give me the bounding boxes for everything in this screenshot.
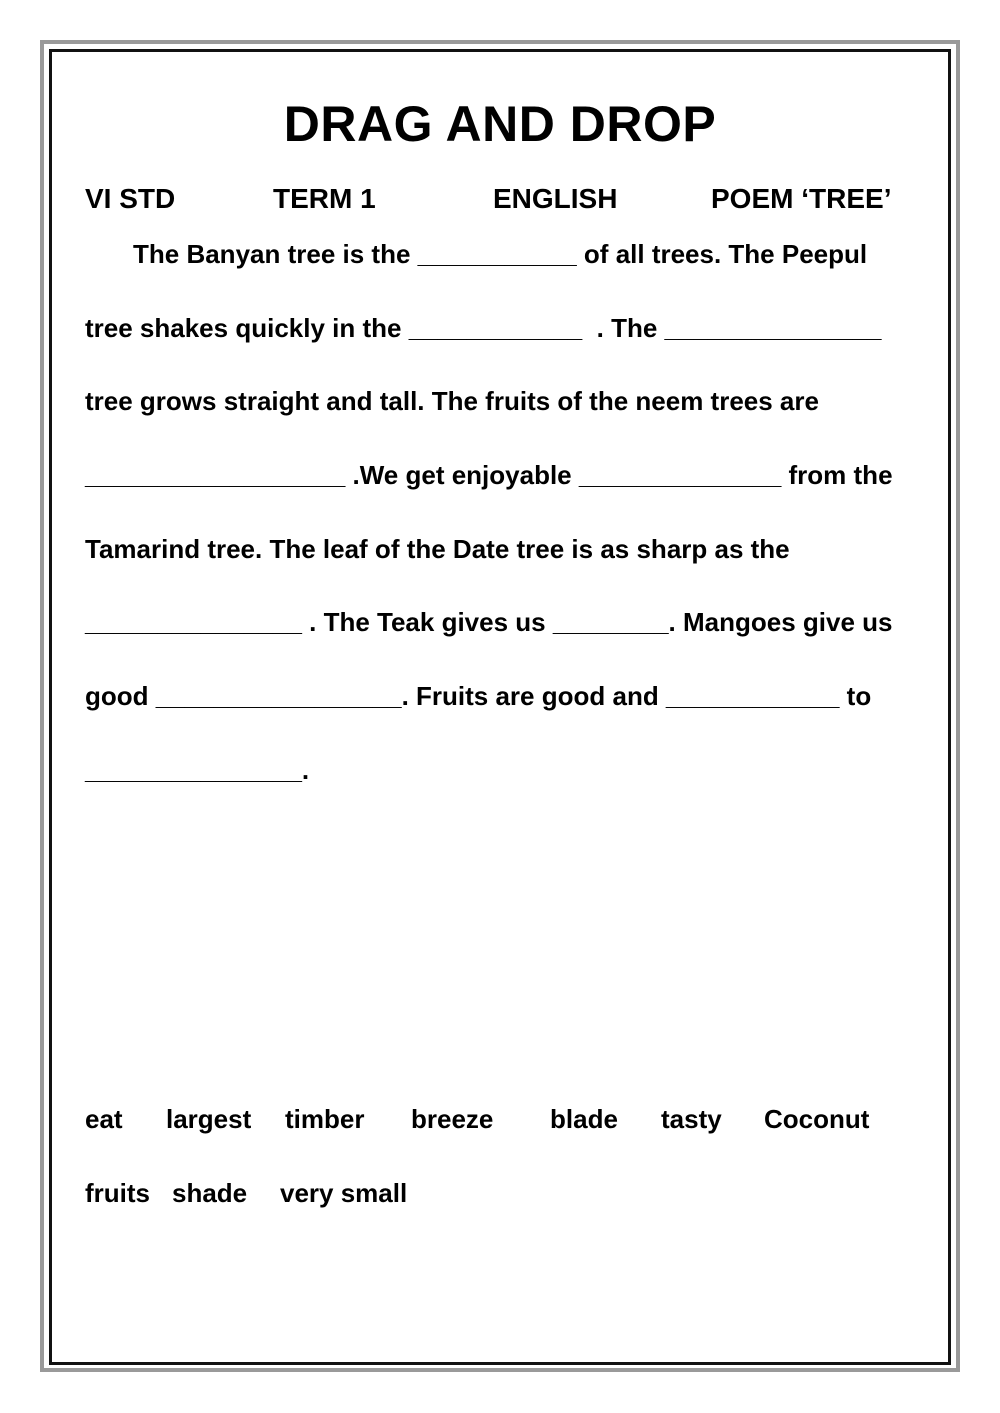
passage-line-7: good _________________. Fruits are good and ____________ to (85, 681, 872, 711)
word-bank-item[interactable]: blade (550, 1104, 618, 1134)
passage-line-4: __________________ .We get enjoyable ______________ from the (85, 460, 893, 490)
passage-line-6: _______________ . The Teak gives us ________. Mangoes give us (85, 607, 893, 637)
passage-line-1: The Banyan tree is the ___________ of all trees. The Peepul (133, 239, 868, 269)
word-bank-item[interactable]: timber (285, 1104, 365, 1134)
word-bank-item[interactable]: shade (172, 1178, 248, 1208)
word-bank-item[interactable]: tasty (661, 1104, 722, 1134)
word-bank-item[interactable]: largest (166, 1104, 252, 1134)
passage-line-2: tree shakes quickly in the ____________ . The _______________ (85, 313, 882, 343)
word-bank-item[interactable]: breeze (411, 1104, 494, 1134)
passage-line-5: Tamarind tree. The leaf of the Date tree is as sharp as the (85, 534, 790, 564)
worksheet-title: DRAG AND DROP (283, 96, 717, 152)
header-subject: ENGLISH (493, 183, 618, 214)
word-bank-item[interactable]: Coconut (764, 1104, 870, 1134)
header-poem: POEM ‘TREE’ (711, 183, 892, 214)
word-bank-item[interactable]: very small (280, 1178, 408, 1208)
header-standard: VI STD (85, 183, 176, 214)
header-term: TERM 1 (273, 183, 376, 214)
word-bank-item[interactable]: fruits (85, 1178, 150, 1208)
passage-line-3: tree grows straight and tall. The fruits of the neem trees are (85, 386, 819, 416)
passage-line-8: _______________. (85, 755, 310, 785)
word-bank-item[interactable]: eat (85, 1104, 123, 1134)
